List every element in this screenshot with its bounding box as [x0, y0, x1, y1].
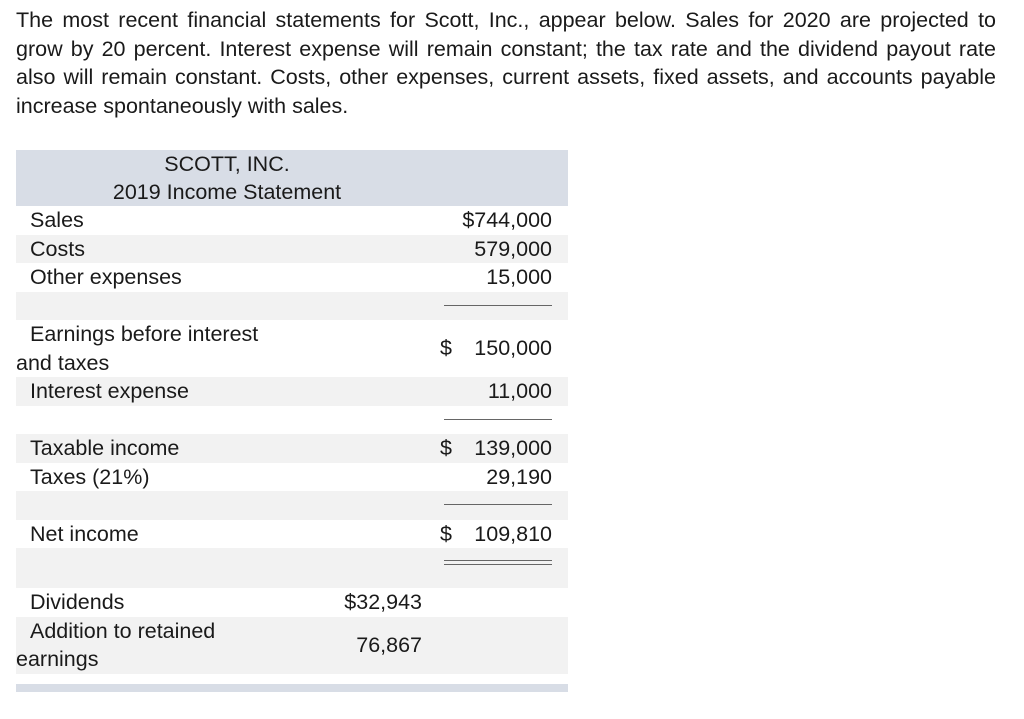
- row-spacer: [16, 292, 568, 321]
- ebit-label: [16, 320, 320, 377]
- total-rule-top: [444, 560, 552, 561]
- sales-label: Sales: [30, 208, 84, 232]
- net-income-label: Net income: [30, 521, 139, 546]
- dividends-value: $32,943: [344, 590, 422, 614]
- net-income-cell: [422, 520, 552, 549]
- retained-value: 76,867: [356, 632, 422, 657]
- ebit-dollar: $: [440, 336, 452, 360]
- subtotal-rule: [444, 419, 552, 420]
- taxable-income-dollar: $: [440, 436, 452, 460]
- other-expenses-label: Other expenses: [30, 265, 182, 289]
- total-rule-bottom: [444, 564, 552, 565]
- problem-intro: The most recent financial statements for Scott, Inc., appear below. Sales for 2020 are projected to grow by 20 percent. Interest expense will remain constant; the tax rate and the dividend payout rate also will remain constant. Costs, other expenses, current assets, fixed assets, and accounts payable increase spontaneously with sales.: [16, 8, 996, 118]
- row-spacer: [16, 548, 568, 588]
- costs-value: 579,000: [474, 236, 552, 261]
- row-costs: [16, 235, 568, 264]
- costs-label: Costs: [30, 236, 85, 261]
- statement-title: 2019 Income Statement: [112, 180, 342, 204]
- retained-label-line1: Addition to retained: [30, 618, 216, 643]
- row-spacer: [16, 491, 568, 520]
- company-name: SCOTT, INC.: [164, 152, 290, 176]
- ebit-label-line1: Earnings before interest: [30, 322, 259, 346]
- income-statement-table: [16, 150, 568, 692]
- sales-value: $744,000: [462, 208, 552, 232]
- row-sales: [16, 206, 568, 235]
- row-spacer: [16, 406, 568, 435]
- statement-header: [16, 150, 568, 206]
- row-taxes: [16, 463, 568, 492]
- taxable-income-label: Taxable income: [30, 436, 180, 460]
- row-dividends: [16, 588, 568, 617]
- net-income-value: 109,810: [474, 521, 552, 546]
- table-bottom-bar: [16, 684, 568, 692]
- other-expenses-value: 15,000: [486, 265, 552, 289]
- dividends-label: Dividends: [30, 590, 125, 614]
- interest-label: Interest expense: [30, 379, 189, 403]
- taxes-value: 29,190: [486, 464, 552, 489]
- subtotal-rule: [444, 305, 552, 306]
- row-other-expenses: [16, 263, 568, 292]
- net-income-dollar: $: [440, 521, 452, 546]
- retained-label-line2: earnings: [16, 647, 99, 671]
- ebit-value: 150,000: [474, 336, 552, 360]
- row-net-income: [16, 520, 568, 549]
- taxes-label: Taxes (21%): [30, 464, 150, 489]
- taxable-income-cell: [422, 434, 552, 463]
- row-ebit: [16, 320, 568, 377]
- ebit-value-cell: [422, 334, 552, 363]
- row-interest: [16, 377, 568, 406]
- retained-label: [16, 617, 320, 674]
- subtotal-rule: [444, 504, 552, 505]
- taxable-income-value: 139,000: [474, 436, 552, 460]
- row-retained-earnings: [16, 617, 568, 674]
- interest-value: 11,000: [487, 379, 552, 403]
- row-taxable-income: [16, 434, 568, 463]
- ebit-label-line2: and taxes: [16, 350, 110, 375]
